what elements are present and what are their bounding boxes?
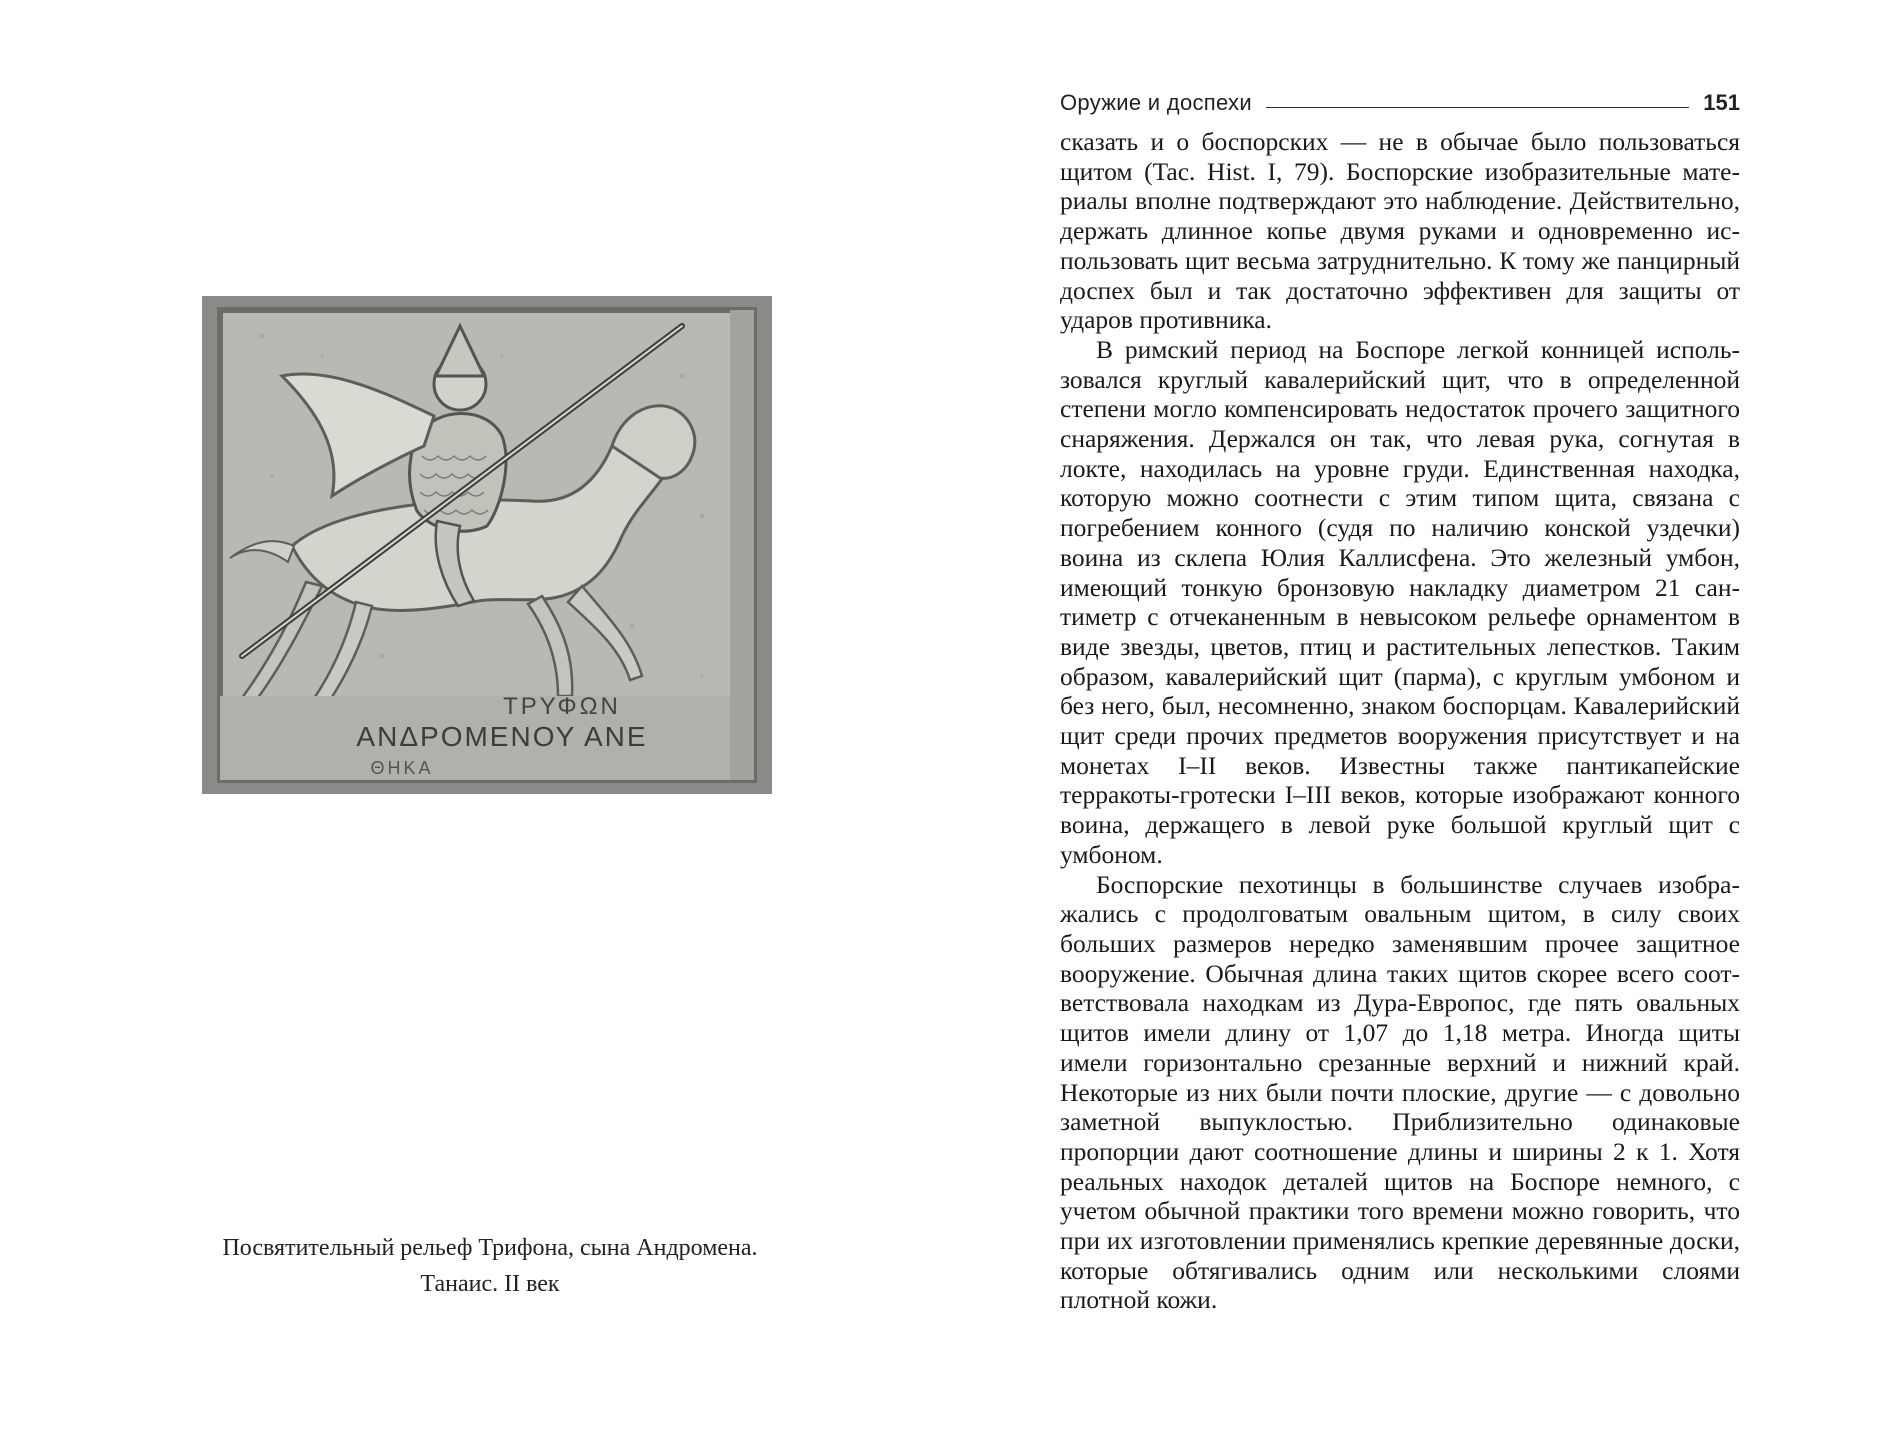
right-page	[948, 0, 1896, 1436]
inscription-line-1: ΤΡΥΦΩΝ	[503, 693, 621, 720]
running-head	[1060, 80, 1740, 116]
inscription-line-3: ΘΗΚΑ	[370, 758, 434, 778]
paragraph-3: Боспорские пехотинцы в большинстве случаев изображались с продолговатым овальным щитом, в силу своих больших размеров нередко заменявшим прочее защитное вооружение. Обычная длина таких щитов скорее всего соответствовала находкам из Дура-Европос, где пять овальных щитов имели длину от 1,07 до 1,18 метра. Иногда щиты имели горизонтально срезанные верхний и нижний край. Некоторые из них были почти плоские, другие — с довольно заметной выпуклостью. Приблизительно одинаковые пропорции дают соотношение длины и ширины 2 к 1. Хотя реальных находок деталей щитов на Боспоре немного, с учетом обычной практики того времени можно говорить, что при их изготовлении применялись крепкие деревянные доски, которые обтягивались одним или несколькими слоями плотной кожи.	[1060, 869, 1740, 1315]
paragraph-1: сказать и о боспорских — не в обычае было пользоваться щитом (Tac. Hist. I, 79). Боспорские изобразительные материалы вполне подтверждают это наблюдение. Действительно, держать длинное копье двумя руками и одновременно использовать щит весьма затруднительно. К тому же панцирный доспех был и так достаточно эффективен для защиты от ударов противника.	[1060, 127, 1740, 335]
page-number: 151	[1703, 90, 1740, 115]
relief-illustration	[202, 296, 772, 794]
paragraph-2: В римский период на Боспоре легкой конницей использовался круглый кавалерийский щит, что в определенной степени могло компенсировать недостаток прочего защитного снаряжения. Держался он так, что левая рука, согнутая в локте, находилась на уровне груди. Единственная находка, которую можно соотнести с этим типом щита, связана с погребением конного (судя по наличию конской уздечки) воина из склепа Юлия Каллисфена. Это железный умбон, имеющий тонкую бронзовую накладку диаметром 21 сантиметр с отчеканенным в невысоком рельефе орнаментом в виде звезды, цветов, птиц и растительных лепестков. Таким образом, кавалерийский щит (парма), с круглым умбоном и без него, был, несомненно, знаком боспорцам. Кавалерийский щит среди прочих предметов вооружения присутствует и на монетах I–II веков. Известны также пантикапейские терракоты-гротески I–III веков, которые изображают конного воина, держащего в левой руке большой круглый щит с умбоном.	[1060, 334, 1740, 869]
caption-line-2: Танаис. II век	[420, 1271, 560, 1297]
relief-border-right	[730, 310, 754, 780]
stone-relief-horseman-image	[202, 296, 772, 794]
body-text	[1060, 127, 1740, 1315]
inscription-line-2: ΑΝΔΡΟΜΕΝΟΥ ΑΝΕ	[356, 721, 648, 752]
caption-line-1: Посвятительный рельеф Трифона, сына Андромена.	[222, 1235, 758, 1261]
figure-caption	[130, 1230, 850, 1302]
running-head-rule	[1266, 107, 1689, 108]
running-head-title: Оружие и доспехи	[1060, 90, 1252, 115]
